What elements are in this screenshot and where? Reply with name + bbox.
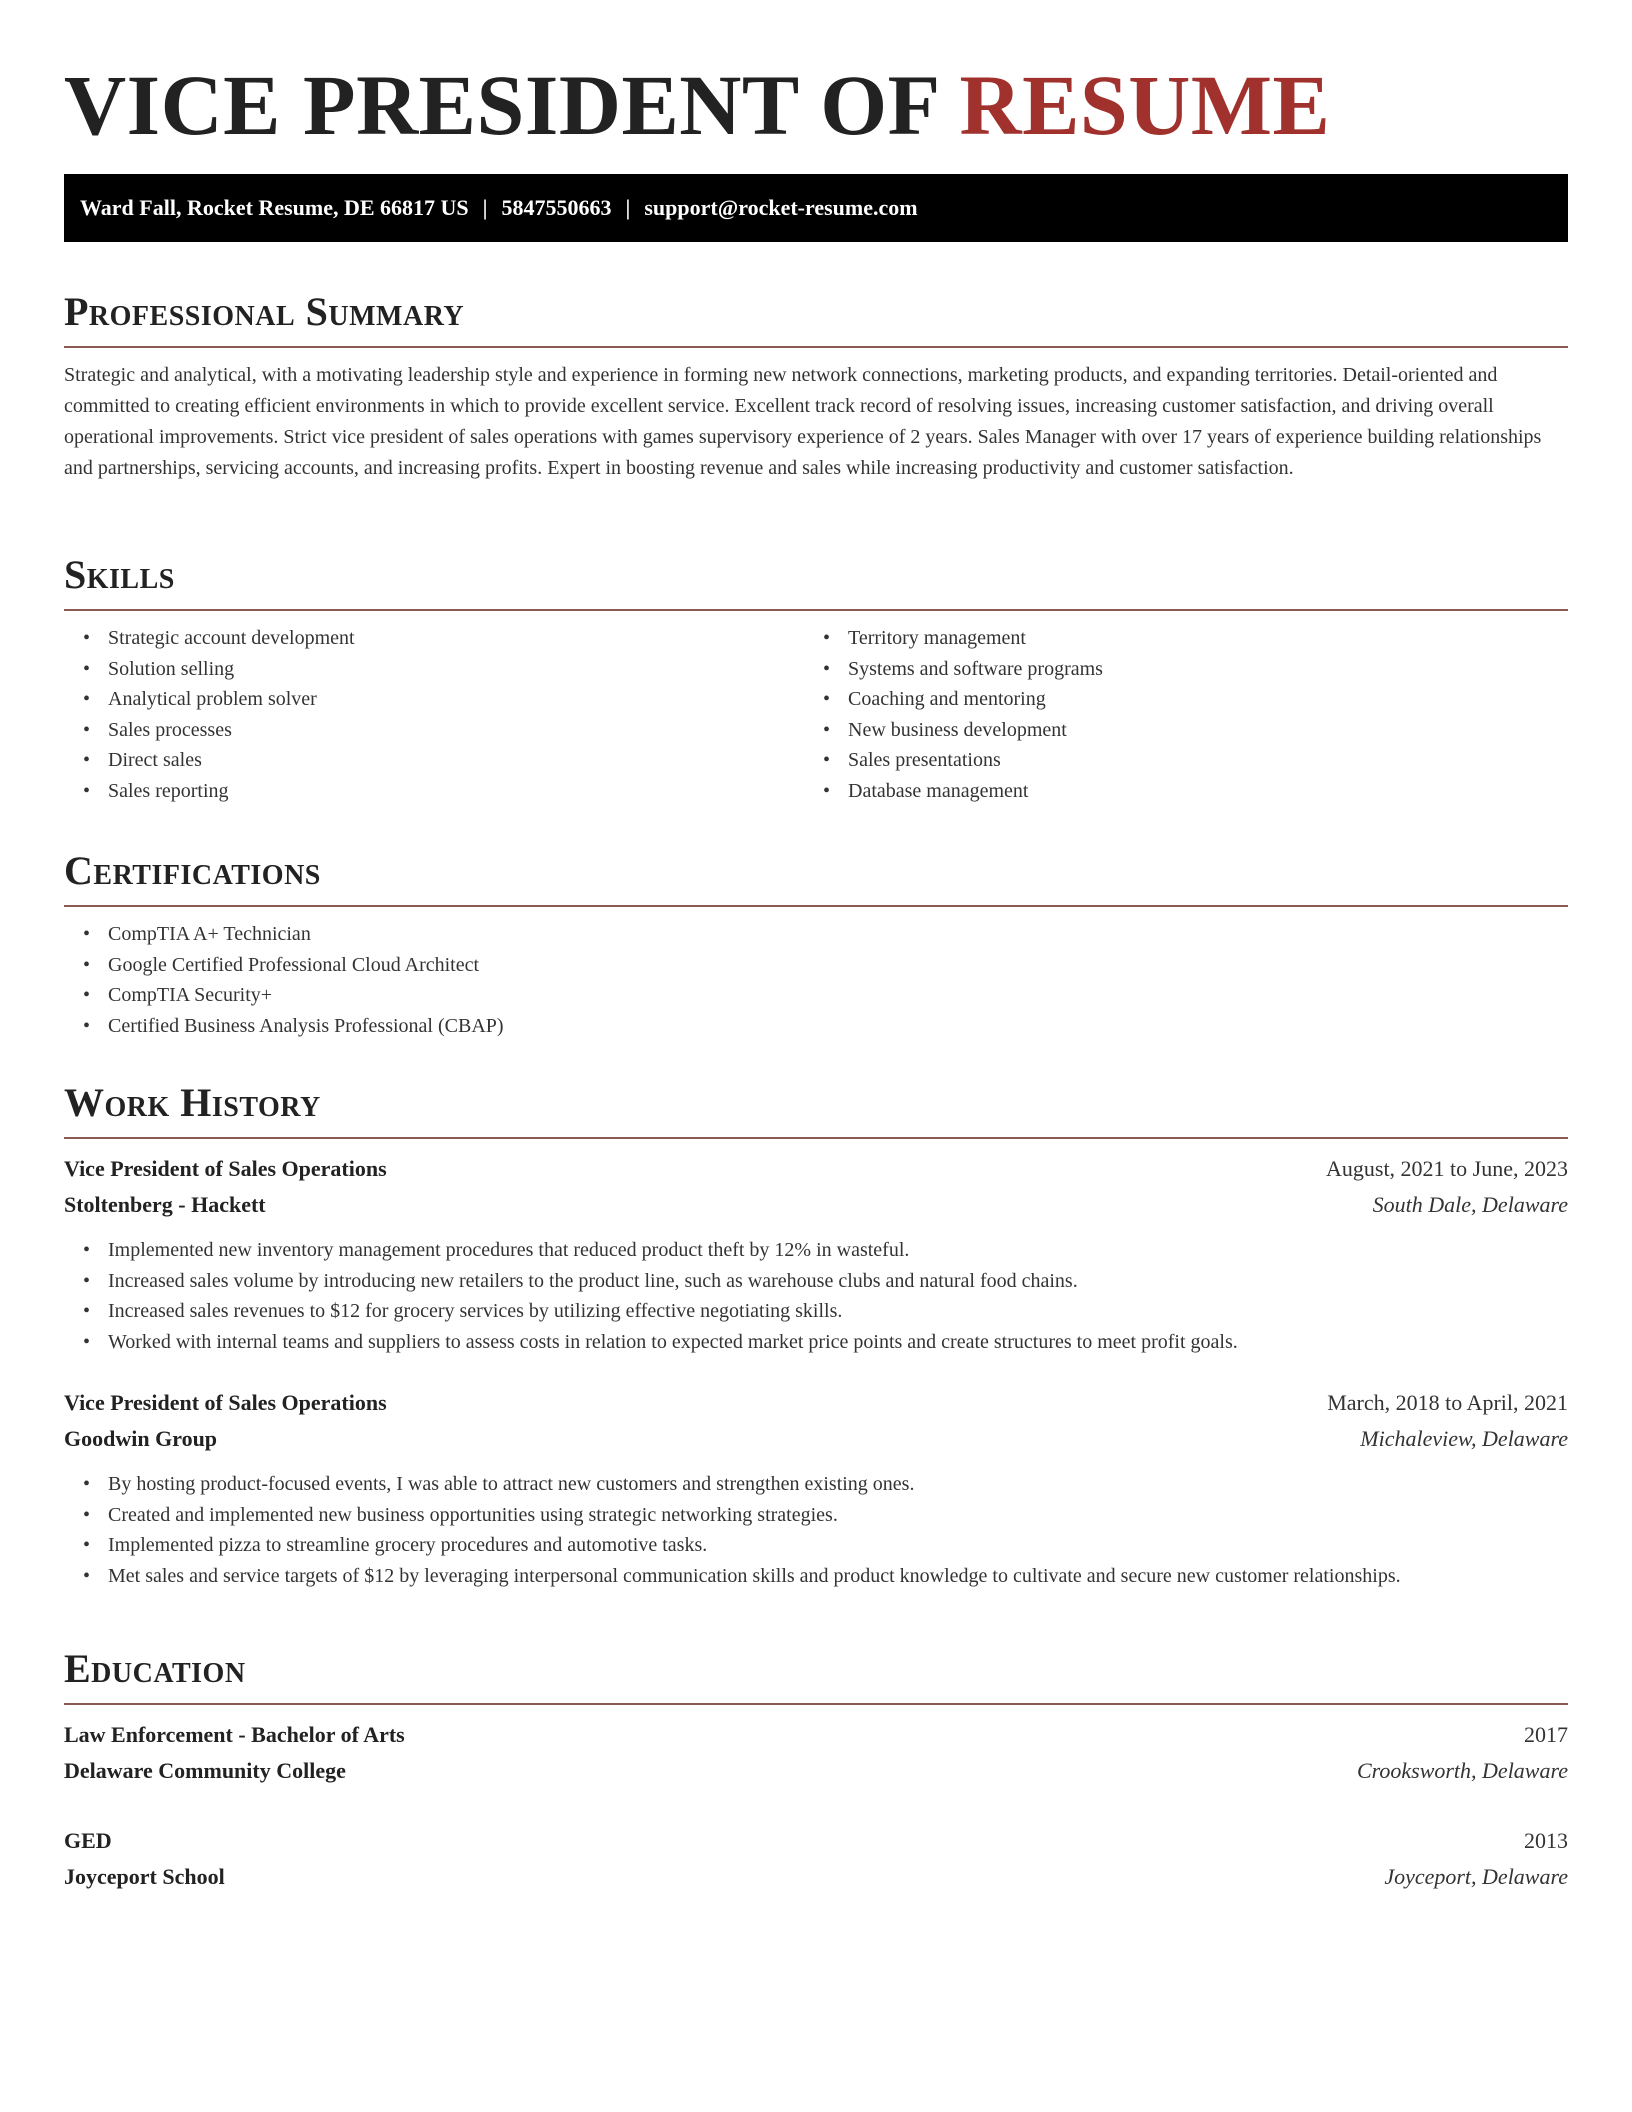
skills-column-right (804, 623, 1544, 806)
skill-item: • Strategic account development (108, 623, 804, 654)
job-header (64, 1385, 1568, 1421)
education-subheader (64, 1753, 1568, 1789)
skill-item: • Sales processes (108, 715, 804, 746)
education-subheader (64, 1859, 1568, 1895)
job-subheader (64, 1187, 1568, 1223)
education-year: 2017 (1524, 1722, 1568, 1747)
skills-section (64, 547, 1568, 806)
job-bullet: • Worked with internal teams and suppliers to assess costs in relation to expected market price points and create structures to meet profit goals. (108, 1327, 1568, 1358)
education-entry (64, 1717, 1568, 1789)
resume-page (64, 0, 1568, 1889)
skills-column-left (64, 623, 804, 806)
summary-section (64, 284, 1568, 484)
education-location: Joyceport, Delaware (1384, 1864, 1568, 1889)
job-bullet: • Created and implemented new business opportunities using strategic networking strategies. (108, 1500, 1568, 1531)
contact-address: Ward Fall, Rocket Resume, DE 66817 US (80, 195, 469, 220)
education-entry (64, 1823, 1568, 1895)
skill-item: • Systems and software programs (848, 654, 1544, 685)
title-main: VICE PRESIDENT OF (64, 57, 938, 153)
job-title: Vice President of Sales Operations (64, 1156, 387, 1181)
job-dates: March, 2018 to April, 2021 (1327, 1390, 1568, 1415)
job-bullet: • Met sales and service targets of $12 by leveraging interpersonal communication skills and product knowledge to cultivate and secure new customer relationships. (108, 1561, 1568, 1592)
section-divider (64, 346, 1568, 348)
job-entry (64, 1151, 1568, 1357)
job-bullet: • Implemented pizza to streamline grocery procedures and automotive tasks. (108, 1530, 1568, 1561)
certification-item: • CompTIA A+ Technician (108, 919, 1568, 950)
certification-item: • CompTIA Security+ (108, 980, 1568, 1011)
job-subheader (64, 1421, 1568, 1457)
title-accent: RESUME (959, 57, 1331, 153)
contact-separator: | (625, 195, 631, 220)
education-degree: GED (64, 1828, 112, 1853)
job-bullet: • By hosting product-focused events, I was able to attract new customers and strengthen existing ones. (108, 1469, 1568, 1500)
certifications-section (64, 843, 1568, 1041)
skill-item: • Territory management (848, 623, 1544, 654)
resume-title (64, 0, 1568, 176)
certification-item: • Certified Business Analysis Professional (CBAP) (108, 1011, 1568, 1042)
job-dates: August, 2021 to June, 2023 (1326, 1156, 1568, 1181)
summary-heading: Professional Summary (64, 289, 465, 334)
certifications-heading: Certifications (64, 848, 321, 893)
job-company: Goodwin Group (64, 1426, 218, 1451)
education-school: Joyceport School (64, 1864, 225, 1889)
contact-bar (64, 174, 1568, 242)
skill-item: • New business development (848, 715, 1544, 746)
education-heading: Education (64, 1646, 246, 1691)
section-divider (64, 905, 1568, 907)
education-school: Delaware Community College (64, 1758, 346, 1783)
section-divider (64, 609, 1568, 611)
skills-grid (64, 623, 1568, 806)
skill-item: • Sales presentations (848, 745, 1544, 776)
work-history-heading: Work History (64, 1080, 321, 1125)
job-company: Stoltenberg - Hackett (64, 1192, 266, 1217)
job-bullet: • Implemented new inventory management procedures that reduced product theft by 12% in wasteful. (108, 1235, 1568, 1266)
job-bullet: • Increased sales volume by introducing new retailers to the product line, such as warehouse clubs and natural food chains. (108, 1266, 1568, 1297)
certification-item: • Google Certified Professional Cloud Architect (108, 950, 1568, 981)
education-year: 2013 (1524, 1828, 1568, 1853)
summary-text: Strategic and analytical, with a motivating leadership style and experience in forming new network connections, marketing products, and expanding territories. Detail-oriented and committed to creating efficient environments in which to provide excellent service. Excellent track record of resolving issues, increasing customer satisfaction, and driving overall operational improvements. Strict vice president of sales operations with games supervisory experience of 2 years. Sales Manager with over 17 years of experience building relationships and partnerships, servicing accounts, and increasing profits. Expert in boosting revenue and sales while increasing productivity and customer satisfaction. (64, 364, 1542, 479)
skill-item: • Direct sales (108, 745, 804, 776)
education-section (64, 1641, 1568, 1895)
work-history-section (64, 1075, 1568, 1591)
contact-email: support@rocket-resume.com (644, 195, 918, 220)
skill-item: • Solution selling (108, 654, 804, 685)
job-header (64, 1151, 1568, 1187)
education-header (64, 1717, 1568, 1753)
contact-separator: | (482, 195, 488, 220)
skills-heading: Skills (64, 552, 175, 597)
section-divider (64, 1137, 1568, 1139)
job-location: South Dale, Delaware (1372, 1192, 1568, 1217)
job-title: Vice President of Sales Operations (64, 1390, 387, 1415)
section-divider (64, 1703, 1568, 1705)
skill-item: • Coaching and mentoring (848, 684, 1544, 715)
contact-phone: 5847550663 (501, 195, 612, 220)
job-entry (64, 1385, 1568, 1591)
job-bullet: • Increased sales revenues to $12 for grocery services by utilizing effective negotiating skills. (108, 1296, 1568, 1327)
education-location: Crooksworth, Delaware (1356, 1758, 1568, 1783)
education-degree: Law Enforcement - Bachelor of Arts (64, 1722, 405, 1747)
skill-item: • Database management (848, 776, 1544, 807)
job-location: Michaleview, Delaware (1360, 1426, 1568, 1451)
skill-item: • Analytical problem solver (108, 684, 804, 715)
skill-item: • Sales reporting (108, 776, 804, 807)
education-header (64, 1823, 1568, 1859)
